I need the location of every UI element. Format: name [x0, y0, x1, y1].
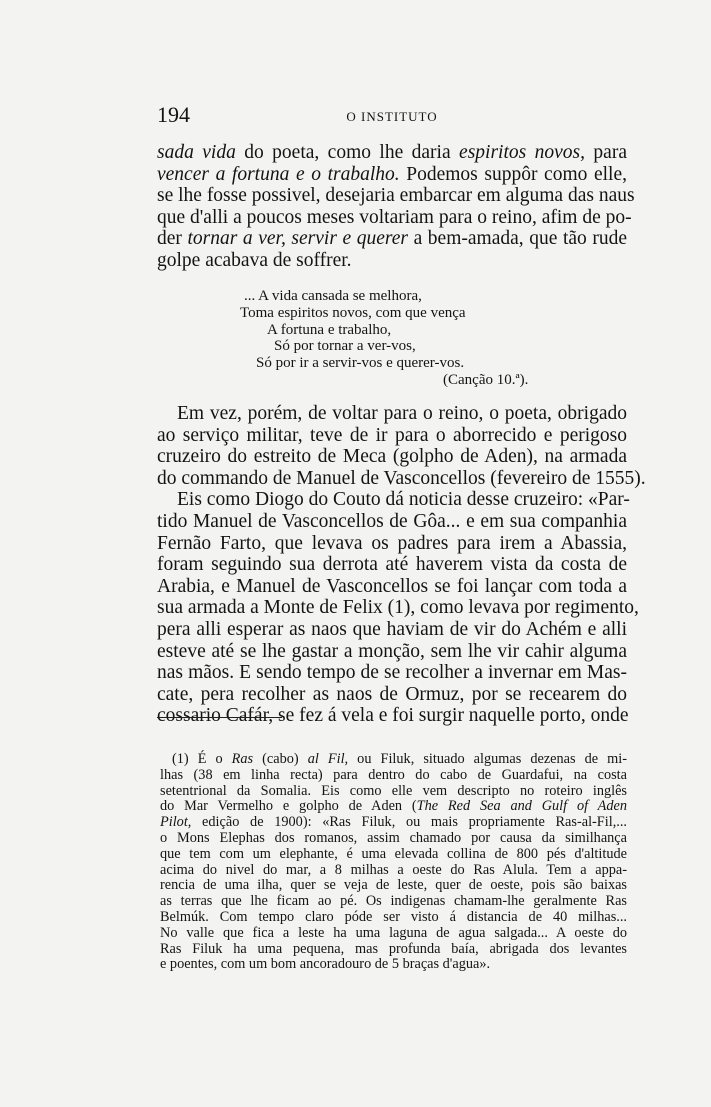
text-run: Podemos suppôr como elle, [399, 163, 628, 185]
text-run: (cabo) [253, 751, 308, 767]
text-run: setentrional da Somalia. Eis como elle vem descripto no roteiro inglês [160, 782, 627, 799]
text-run: o Mons Elephas dos romanos, assim chamado por causa da similhança [160, 829, 627, 846]
text-line: pera alli esperar as naos que haviam de vir do Achém e alli [157, 618, 627, 640]
text-line: ao serviço militar, teve de ir para o aborrecido e perigoso [157, 424, 627, 446]
text-run: Belmúk. Com tempo claro póde ser visto á distancia de 40 milhas... [160, 908, 627, 925]
text-line [160, 752, 627, 768]
text-line [160, 894, 627, 910]
text-run: para [585, 142, 627, 163]
text-line: foram seguindo sua derrota até haverem vista da costa de [157, 554, 627, 576]
text-line [157, 206, 632, 229]
text-run: golpe acabava de soffrer. [157, 249, 352, 271]
italic-text: tornar a ver, servir e querer [187, 228, 408, 250]
text-run: edição de 1900): «Ras Filuk, ou mais propriamente Ras-al-Fil,... [191, 814, 627, 831]
text-line [157, 250, 627, 272]
footnote-rule [157, 717, 282, 718]
text-line [157, 142, 627, 164]
text-line: Arabia, e Manuel de Vasconcellos se foi lançar com toda a [157, 575, 627, 597]
verse-line: A fortuna e trabalho, [267, 321, 392, 338]
text-line: nas mãos. E sendo tempo de se recolher a invernar em Mas- [157, 662, 627, 684]
italic-text: The Red Sea and Gulf of Aden [416, 798, 627, 815]
footnote [160, 752, 627, 973]
text-line: Eis como Diogo do Couto dá noticia desse cruzeiro: «Par- [177, 489, 630, 511]
italic-text: sada vida [157, 142, 236, 163]
page-number: 194 [157, 102, 190, 127]
text-run: se lhe fosse possivel, desejaria embarcar em alguma das naus [157, 185, 635, 207]
text-line [160, 815, 627, 831]
text-run: que d'alli a poucos meses voltariam para o reino, afim de po- [157, 206, 632, 228]
text-run: acima do nivel do mar, a 8 milhas a oeste do Ras Alula. Tem a appa- [160, 861, 627, 878]
verse-quotation [240, 288, 600, 389]
text-line: cossario Cafár, se fez á vela e foi surgir naquelle porto, onde [157, 705, 629, 727]
text-line [160, 942, 627, 958]
text-line: cruzeiro do estreito de Meca (golpho de Aden), na armada [157, 446, 627, 468]
paragraph-continuation [157, 142, 635, 272]
italic-text: al Fil, [307, 751, 349, 767]
text-line: esteve até se lhe gastar a monção, sem lhe vir cahir alguma [157, 640, 627, 662]
text-line [157, 164, 627, 186]
paragraph [157, 403, 646, 489]
text-line: Em vez, porém, de voltar para o reino, o poeta, obrigado [177, 403, 627, 424]
text-run: ou Filuk, situado algumas dezenas de mi- [348, 751, 627, 767]
text-run: do poeta, como lhe daria [235, 142, 460, 163]
paragraph [157, 489, 639, 727]
text-run: (1) É o [172, 751, 232, 767]
text-run: Ras Filuk ha uma pequena, mas profunda baía, abrigada dos levantes [160, 940, 627, 957]
text-run: as terras que lhe ficam ao pé. Os indigenas chamam-lhe geralmente Ras [160, 893, 627, 910]
text-line: cate, pera recolher as naos de Ormuz, por se recearem do [157, 683, 627, 705]
text-line: sua armada a Monte de Felix (1), como levava por regimento, [157, 597, 639, 619]
text-run: rencia de uma ilha, quer se veja de leste, quer de oeste, pois são baixas [160, 877, 627, 894]
text-line [160, 926, 627, 942]
text-line [160, 831, 627, 847]
text-line [157, 185, 635, 207]
italic-text: Ras [231, 751, 254, 767]
main-text [157, 403, 646, 727]
italic-text: vencer a fortuna e o trabalho. [157, 163, 400, 185]
italic-text: Pilot, [160, 814, 192, 831]
verse-line: Só por tornar a ver-vos, [274, 338, 416, 355]
text-line [160, 910, 627, 926]
text-run: No valle que fica a leste ha uma laguna de agua salgada... A oeste do [160, 924, 627, 941]
text-line [160, 878, 627, 894]
text-line [160, 784, 627, 800]
verse-line: Só por ir a servir-vos e querer-vos. [256, 355, 465, 372]
text-run: a bem-amada, que tão rude [408, 228, 627, 250]
text-run: e poentes, com um bom ancoradouro de 5 braças d'agua». [160, 956, 491, 973]
text-line [160, 863, 627, 879]
text-line: Fernão Farto, que levava os padres para irem a Abassia, [157, 532, 627, 554]
text-run: lhas (38 em linha recta) para dentro do cabo de Guardafui, na costa [160, 766, 627, 783]
page-header [157, 100, 627, 130]
verse-line: Toma espiritos novos, com que vença [240, 304, 466, 321]
text-line: tido Manuel de Vasconcellos de Gôa... e em sua companhia [157, 510, 627, 532]
text-line [160, 768, 627, 784]
text-line [157, 228, 627, 250]
text-line [160, 957, 627, 973]
italic-text: espiritos novos, [459, 142, 586, 163]
text-line [160, 847, 627, 863]
text-line [160, 799, 627, 815]
verse-source: (Canção 10.ª). [443, 371, 529, 388]
running-head: O INSTITUTO [346, 109, 438, 124]
text-run: que tem com um elephante, é uma elevada collina de 800 pés d'altitude [160, 845, 627, 862]
verse-line: ... A vida cansada se melhora, [244, 288, 422, 304]
text-line: do commando de Manuel de Vasconcellos (fevereiro de 1555). [157, 467, 646, 489]
text-run: der [157, 228, 188, 250]
text-run: do Mar Vermelho e golpho de Aden ( [160, 798, 417, 815]
